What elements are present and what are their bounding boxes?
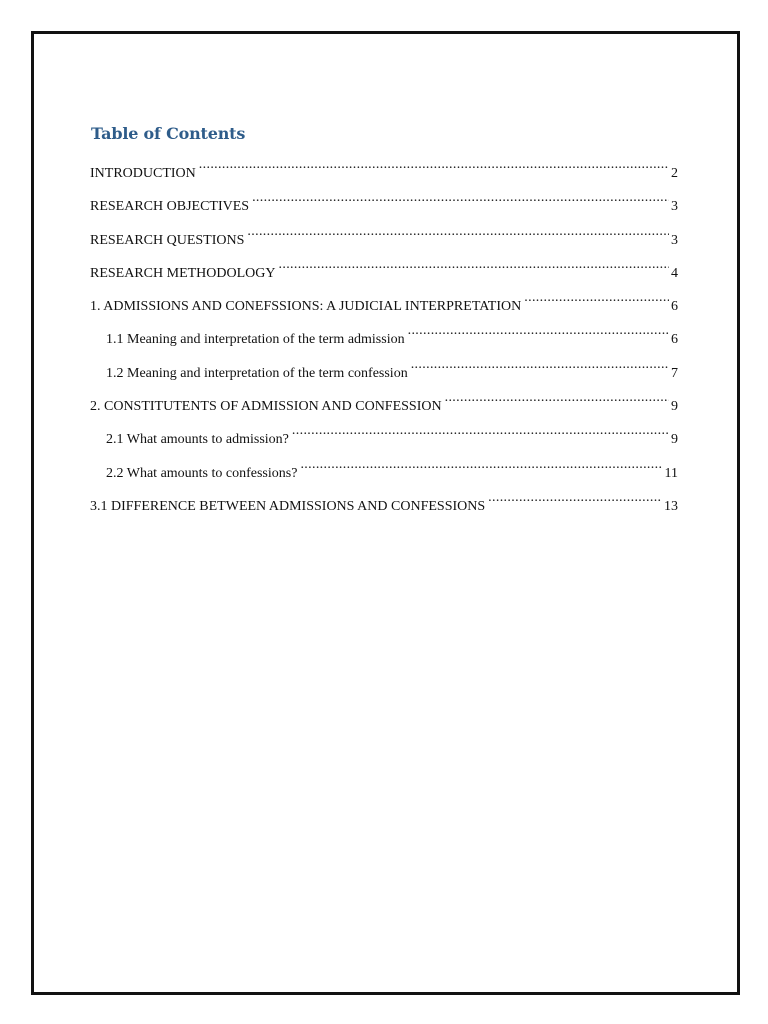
toc-entry-section-2-2[interactable] [90, 453, 678, 486]
toc-entry-title: 1. ADMISSIONS AND CONEFSSIONS: A JUDICIAL INTERPRETATION [90, 299, 522, 315]
toc-dot-leader [292, 419, 669, 443]
toc-entry-title: 1.1 Meaning and interpretation of the term admission [106, 332, 405, 348]
toc-entry-page: 6 [671, 332, 678, 348]
toc-heading: Table of Contents [91, 124, 246, 143]
toc-dot-leader [411, 353, 669, 377]
toc-entry-page: 6 [671, 299, 678, 315]
toc-entry-page: 4 [671, 265, 678, 281]
toc-list [90, 153, 678, 519]
toc-entry-title: 2.2 What amounts to confessions? [106, 465, 298, 481]
toc-dot-leader [488, 486, 662, 510]
toc-dot-leader [408, 319, 669, 343]
toc-entry-title: 1.2 Meaning and interpretation of the term confession [106, 365, 408, 381]
toc-entry-page: 11 [664, 465, 678, 481]
toc-entry-title: 3.1 DIFFERENCE BETWEEN ADMISSIONS AND CONFESSIONS [90, 498, 486, 514]
toc-dot-leader [279, 253, 670, 277]
toc-dot-leader [247, 220, 669, 244]
toc-entry-section-1-2[interactable] [90, 353, 678, 386]
toc-dot-leader [252, 186, 669, 210]
toc-entry-section-3-1[interactable] [90, 486, 678, 519]
toc-entry-title: RESEARCH OBJECTIVES [90, 199, 250, 215]
toc-dot-leader [300, 453, 662, 477]
toc-entry-section-2-1[interactable] [90, 419, 678, 452]
toc-entry-section-2[interactable] [90, 386, 678, 419]
toc-entry-title: 2.1 What amounts to admission? [106, 432, 289, 448]
toc-entry-page: 2 [671, 166, 678, 181]
toc-entry-page: 13 [664, 498, 678, 514]
toc-entry-title: RESEARCH QUESTIONS [90, 232, 245, 248]
toc-entry-page: 3 [671, 232, 678, 248]
toc-dot-leader [199, 153, 669, 177]
toc-entry-page: 7 [671, 365, 678, 381]
toc-entry-title: RESEARCH METHODOLOGY [90, 265, 276, 281]
toc-dot-leader [524, 286, 669, 310]
toc-entry-research-questions[interactable] [90, 220, 678, 253]
toc-entry-research-objectives[interactable] [90, 186, 678, 219]
toc-entry-section-1[interactable] [90, 286, 678, 319]
toc-entry-page: 3 [671, 199, 678, 215]
toc-dot-leader [445, 386, 669, 410]
toc-entry-title: INTRODUCTION [90, 166, 196, 181]
toc-entry-research-methodology[interactable] [90, 253, 678, 286]
toc-entry-section-1-1[interactable] [90, 319, 678, 352]
toc-entry-page: 9 [671, 432, 678, 448]
toc-entry-page: 9 [671, 399, 678, 415]
toc-entry-introduction[interactable] [90, 153, 678, 186]
toc-entry-title: 2. CONSTITUTENTS OF ADMISSION AND CONFESSION [90, 399, 442, 415]
